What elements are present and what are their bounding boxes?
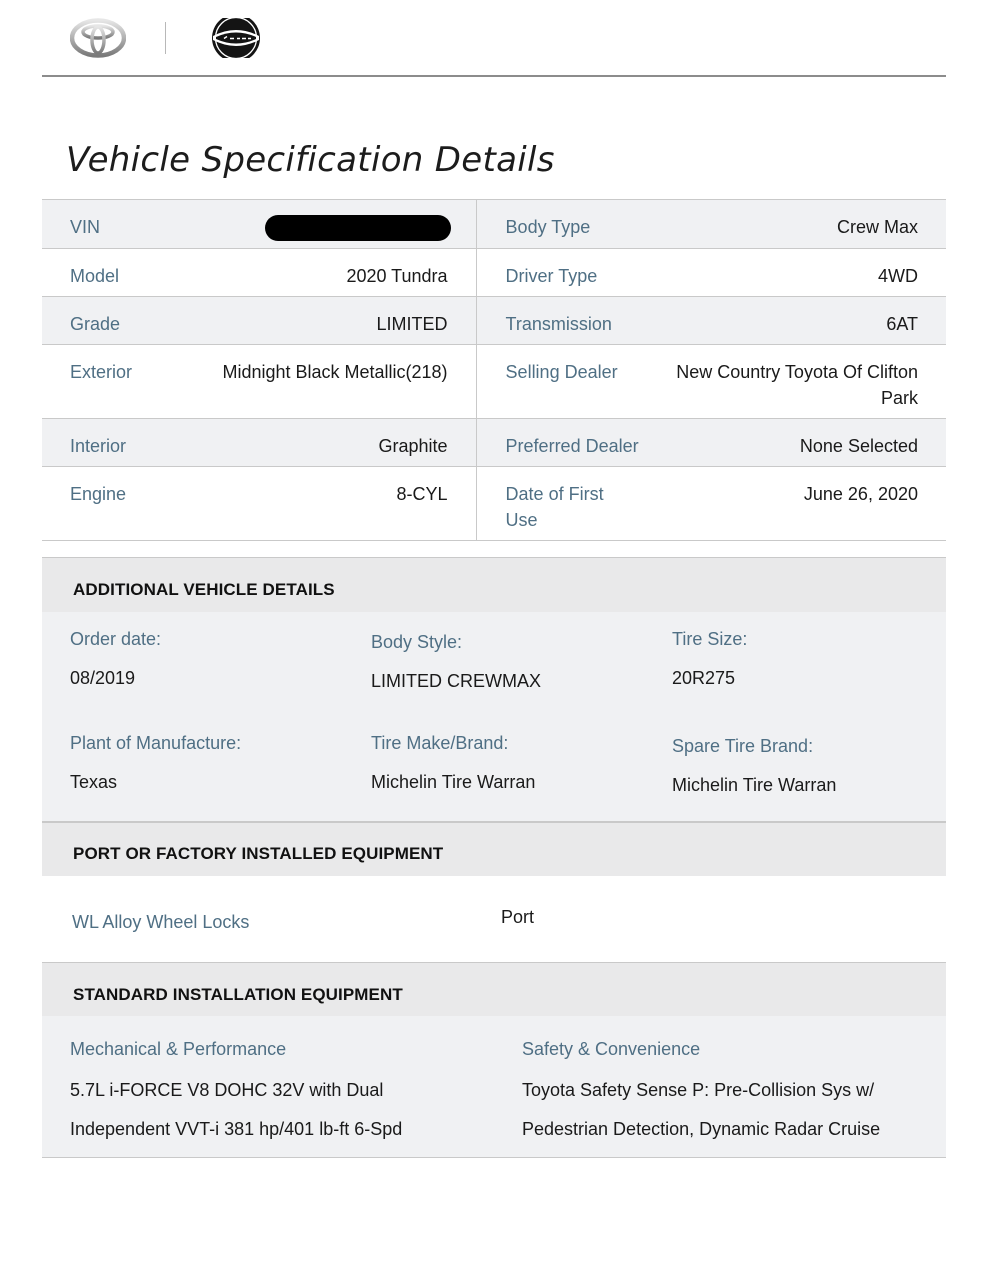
spec-row [42,419,946,467]
spare-brand-value: Michelin Tire Warran [672,775,837,795]
transmission-value: 6AT [639,297,946,345]
selling-dealer-label: Selling Dealer [476,345,639,419]
spec-table [42,199,946,541]
spec-row [42,467,946,541]
exterior-label: Exterior [42,345,181,419]
safety-line-1: Toyota Safety Sense P: Pre-Collision Sys w/ [522,1080,875,1100]
scion-logo-icon [208,18,264,58]
body-type-value: Crew Max [639,200,946,249]
vin-value [181,200,476,249]
page-title: Vehicle Specification Details [66,140,555,180]
grade-label: Grade [42,297,181,345]
safety-line-2: Pedestrian Detection, Dynamic Radar Cruise [522,1119,881,1139]
mechanical-line-2: Independent VVT-i 381 hp/401 lb-ft 6-Spd [70,1119,403,1139]
model-value: 2020 Tundra [181,249,476,297]
toyota-logo-icon [70,18,126,58]
spec-row [42,297,946,345]
standard-equipment-heading: STANDARD INSTALLATION EQUIPMENT [73,985,403,1004]
port-equipment-heading: PORT OR FACTORY INSTALLED EQUIPMENT [73,844,444,863]
safety-label: Safety & Convenience [522,1039,701,1059]
body-type-label: Body Type [476,200,639,249]
additional-details-heading: ADDITIONAL VEHICLE DETAILS [73,580,335,599]
tire-brand-value: Michelin Tire Warran [371,772,536,792]
logo-divider [165,22,166,54]
spec-row [42,249,946,297]
model-label: Model [42,249,181,297]
tire-size-value: 20R275 [672,668,736,688]
mechanical-label: Mechanical & Performance [70,1039,287,1059]
port-item-source: Port [501,907,535,927]
additional-details [42,612,946,822]
spec-row [42,345,946,419]
standard-equipment [42,1016,946,1158]
port-equipment-row [42,876,946,962]
interior-label: Interior [42,419,181,467]
tire-brand-label: Tire Make/Brand: [371,733,509,753]
first-use-label: Date of First Use [476,467,639,541]
order-date-label: Order date: [70,629,162,649]
port-equipment-header [42,822,946,877]
vin-redaction [265,215,451,241]
body-style-value: LIMITED CREWMAX [371,671,542,691]
plant-label: Plant of Manufacture: [70,733,242,753]
interior-value: Graphite [181,419,476,467]
mechanical-line-1: 5.7L i-FORCE V8 DOHC 32V with Dual [70,1080,384,1100]
port-item-name: WL Alloy Wheel Locks [72,912,250,932]
spare-brand-label: Spare Tire Brand: [672,736,814,756]
transmission-label: Transmission [476,297,639,345]
engine-label: Engine [42,467,181,541]
tire-size-label: Tire Size: [672,629,748,649]
standard-equipment-header [42,962,946,1017]
vin-label: VIN [42,200,181,249]
body-style-label: Body Style: [371,632,463,652]
additional-details-header [42,557,946,613]
plant-value: Texas [70,772,118,792]
preferred-dealer-value: None Selected [639,419,946,467]
preferred-dealer-label: Preferred Dealer [476,419,639,467]
spec-row [42,200,946,249]
driver-type-label: Driver Type [476,249,639,297]
order-date-value: 08/2019 [70,668,136,688]
driver-type-value: 4WD [639,249,946,297]
brand-header [42,0,946,77]
grade-value: LIMITED [181,297,476,345]
engine-value: 8-CYL [181,467,476,541]
first-use-value: June 26, 2020 [639,467,946,541]
selling-dealer-value: New Country Toyota Of Clifton Park [639,345,946,419]
exterior-value: Midnight Black Metallic(218) [181,345,476,419]
